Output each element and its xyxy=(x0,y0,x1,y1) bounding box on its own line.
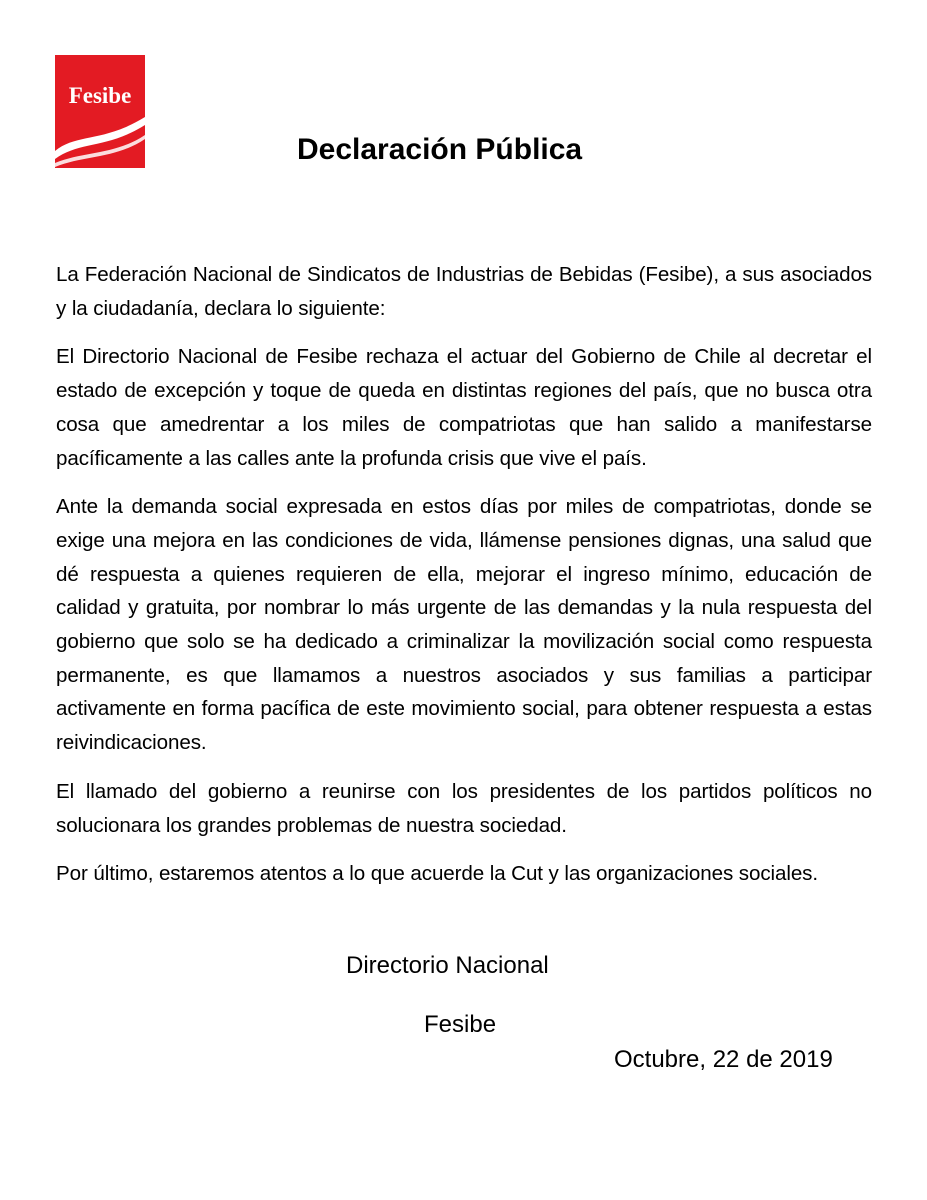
page-title: Declaración Pública xyxy=(297,133,583,166)
signature-name: Fesibe xyxy=(424,1011,497,1038)
signature-date: Octubre, 22 de 2019 xyxy=(614,1046,833,1073)
logo-text: Fesibe xyxy=(68,83,132,108)
fesibe-logo xyxy=(55,55,145,168)
signature-organization: Directorio Nacional xyxy=(346,952,549,979)
declaration-body xyxy=(56,258,872,906)
paragraph-government-call: El llamado del gobierno a reunirse con los presidentes de los partidos políticos no solucionara los grandes problemas de nuestra sociedad. xyxy=(56,779,872,837)
paragraph-rejection: El Directorio Nacional de Fesibe rechaza el actuar del Gobierno de Chile al decretar el estado de excepción y toque de queda en distintas regiones del país, que no busca otra cosa que amedrentar a los miles de compatriotas que han salido a manifestarse pacíficamente a las calles ante la profunda crisis que vive el país. xyxy=(56,345,872,470)
paragraph-intro: La Federación Nacional de Sindicatos de Industrias de Bebidas (Fesibe), a sus asociados y la ciudadanía, declara lo siguiente: xyxy=(56,263,872,320)
paragraph-closing: Por último, estaremos atentos a lo que acuerde la Cut y las organizaciones sociales. xyxy=(56,862,818,886)
fesibe-logo-graphic xyxy=(55,55,145,168)
paragraph-demands: Ante la demanda social expresada en estos días por miles de compatriotas, donde se exige una mejora en las condiciones de vida, llámense pensiones dignas, una salud que dé respuesta a quienes requieren de ella, mejorar el ingreso mínimo, educación de calidad y gratuita, por nombrar lo más urgente de las demandas y la nula respuesta del gobierno que solo se ha dedicado a criminalizar la movilización social como respuesta permanente, es que llamamos a nuestros asociados y sus familias a participar activamente en forma pacífica de este movimiento social, para obtener respuesta a estas reivindicaciones. xyxy=(56,495,872,755)
